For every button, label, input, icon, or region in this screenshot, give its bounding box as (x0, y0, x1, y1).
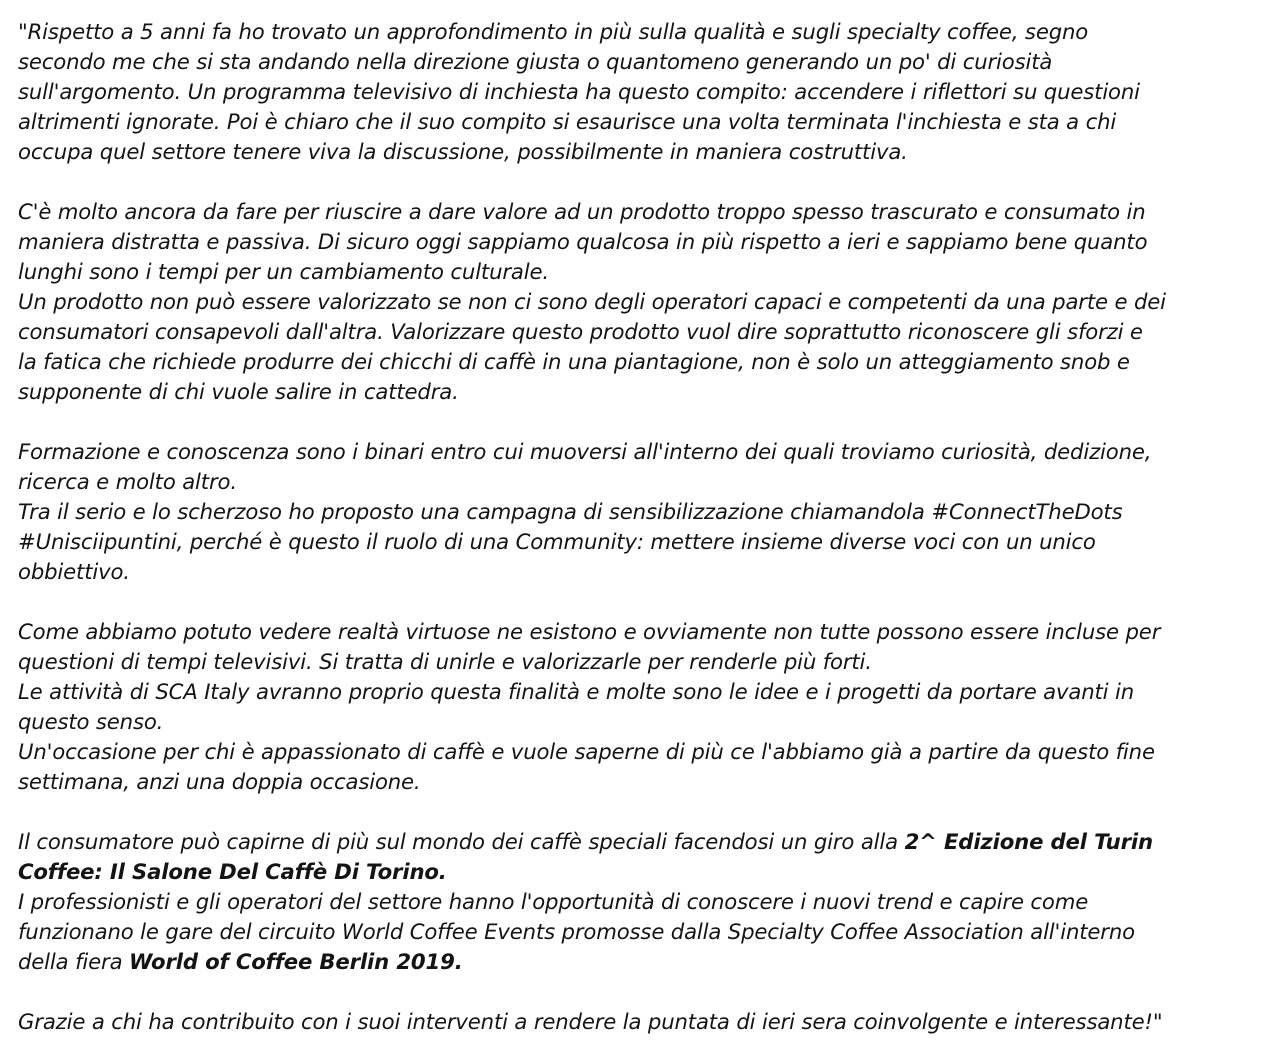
closing-line: Grazie a chi ha contribuito con i suoi interventi a rendere la puntata di ieri sera coinvolgente e interessante!" (18, 1009, 1163, 1034)
text-line: C'è molto ancora da fare per riuscire a dare valore ad un prodotto troppo spesso trascurato e consumato in (18, 199, 1146, 224)
text-line: #Unisciipuntini, perché è questo il ruolo di una Community: mettere insieme diverse voci con un unico (18, 529, 1096, 554)
text-line: questo senso. (18, 709, 164, 734)
text-line (18, 947, 1280, 977)
world-of-coffee-event-title: World of Coffee Berlin 2019. (129, 949, 463, 974)
text-line: Un'occasione per chi è appassionato di caffè e vuole saperne di più ce l'abbiamo già a partire da questo fine (18, 739, 1155, 764)
text-fragment: Il consumatore può capirne di più sul mondo dei caffè speciali facendosi un giro alla (18, 829, 905, 854)
text-fragment: della fiera (18, 949, 129, 974)
text-line: consumatori consapevoli dall'altra. Valorizzare questo prodotto vuol dire soprattutto riconoscere gli sforzi e (18, 319, 1143, 344)
text-line: la fatica che richiede produrre dei chicchi di caffè in una piantagione, non è solo un atteggiamento snob e (18, 349, 1130, 374)
paragraph-events (18, 827, 1280, 977)
text-line: "Rispetto a 5 anni fa ho trovato un approfondimento in più sulla qualità e sugli specialty coffee, segno (18, 19, 1089, 44)
quote-text-block (18, 17, 1280, 1037)
paragraph-spacer (18, 407, 1280, 437)
text-line: obbiettivo. (18, 559, 130, 584)
text-line: Tra il serio e lo scherzoso ho proposto una campagna di sensibilizzazione chiamandola #ConnectTheDots (18, 499, 1123, 524)
paragraph-spacer (18, 587, 1280, 617)
text-line: Formazione e conoscenza sono i binari entro cui muoversi all'interno dei quali troviamo curiosità, dedizione, (18, 439, 1152, 464)
text-line: occupa quel settore tenere viva la discussione, possibilmente in maniera costruttiva. (18, 139, 908, 164)
turin-coffee-event-title-continued: Coffee: Il Salone Del Caffè Di Torino. (18, 859, 447, 884)
text-line: sull'argomento. Un programma televisivo di inchiesta ha questo compito: accendere i riflettori su questioni (18, 79, 1140, 104)
text-line: lunghi sono i tempi per un cambiamento culturale. (18, 259, 549, 284)
text-line: settimana, anzi una doppia occasione. (18, 769, 421, 794)
text-line: maniera distratta e passiva. Di sicuro oggi sappiamo qualcosa in più rispetto a ieri e sappiamo bene quanto (18, 229, 1148, 254)
paragraph-education (18, 437, 1280, 587)
text-line (18, 827, 1280, 857)
text-line: Le attività di SCA Italy avranno proprio questa finalità e molte sono le idee e i progetti da portare avanti in (18, 679, 1135, 704)
paragraph-closing (18, 1007, 1280, 1037)
paragraph-spacer (18, 797, 1280, 827)
paragraph-community (18, 617, 1280, 797)
text-line: supponente di chi vuole salire in cattedra. (18, 379, 459, 404)
text-line: funzionano le gare del circuito World Coffee Events promosse dalla Specialty Coffee Association all'interno (18, 919, 1135, 944)
paragraph-spacer (18, 977, 1280, 1007)
paragraph-spacer (18, 167, 1280, 197)
text-line: altrimenti ignorate. Poi è chiaro che il suo compito si esaurisce una volta terminata l'inchiesta e sta a chi (18, 109, 1117, 134)
turin-coffee-event-title: 2^ Edizione del Turin (904, 829, 1153, 854)
text-line: secondo me che si sta andando nella direzione giusta o quantomeno generando un po' di curiosità (18, 49, 1053, 74)
text-line: Come abbiamo potuto vedere realtà virtuose ne esistono e ovviamente non tutte possono essere incluse per (18, 619, 1161, 644)
paragraph-intro (18, 17, 1280, 167)
paragraph-value (18, 197, 1280, 407)
text-line: ricerca e molto altro. (18, 469, 237, 494)
text-line: I professionisti e gli operatori del settore hanno l'opportunità di conoscere i nuovi trend e capire come (18, 889, 1089, 914)
text-line: questioni di tempi televisivi. Si tratta di unirle e valorizzarle per renderle più forti. (18, 649, 872, 674)
text-line: Un prodotto non può essere valorizzato se non ci sono degli operatori capaci e competenti da una parte e dei (18, 289, 1166, 314)
